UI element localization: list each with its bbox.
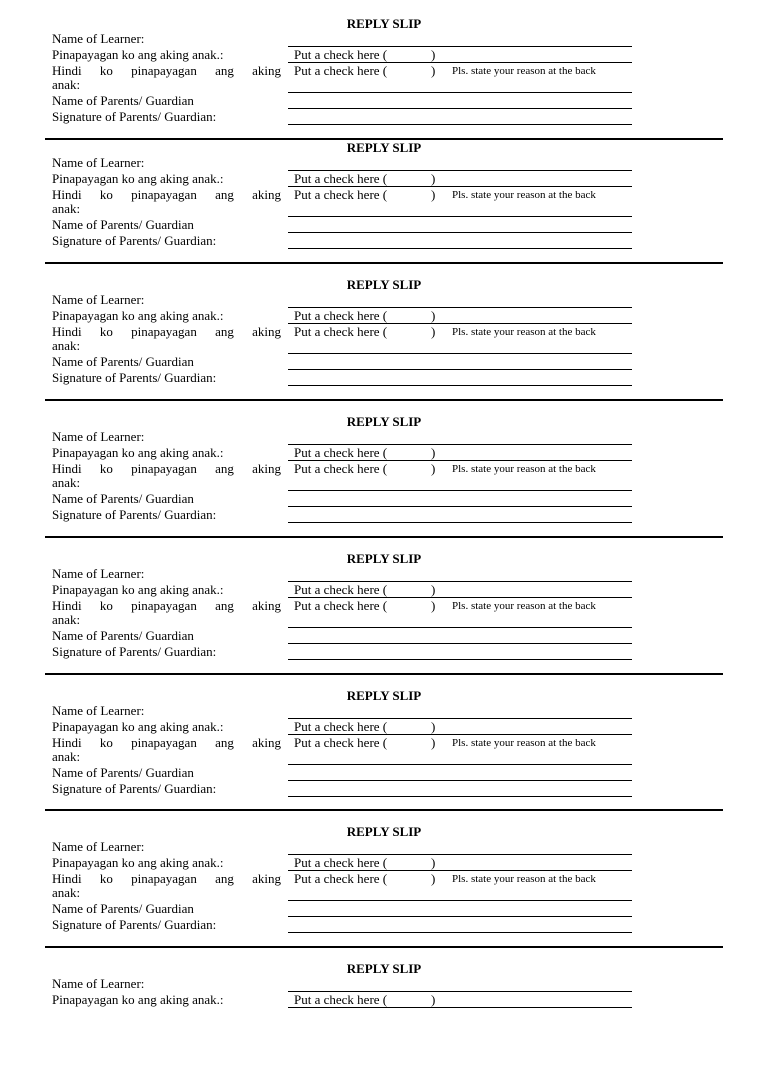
permit-check-close: ) <box>431 992 436 1007</box>
slip-title: REPLY SLIP <box>346 551 422 566</box>
deny-reason-line[interactable] <box>288 216 632 217</box>
slip-separator <box>45 262 723 264</box>
deny-label-continued: anak: <box>52 612 81 627</box>
slip-separator <box>45 399 723 401</box>
permit-label: Pinapayagan ko ang aking anak.: <box>52 719 224 734</box>
deny-check-close: ) <box>431 461 436 476</box>
permit-check-text: Put a check here ( <box>294 171 388 186</box>
signature-line[interactable] <box>288 248 632 249</box>
reason-note: Pls. state your reason at the back <box>452 600 596 612</box>
permit-label: Pinapayagan ko ang aking anak.: <box>52 855 224 870</box>
deny-reason-line[interactable] <box>288 764 632 765</box>
reason-note: Pls. state your reason at the back <box>452 65 596 77</box>
slip-title: REPLY SLIP <box>346 414 422 429</box>
slip-title: REPLY SLIP <box>346 277 422 292</box>
deny-label-continued: anak: <box>52 77 81 92</box>
name-of-parents-label: Name of Parents/ Guardian <box>52 217 194 232</box>
slip-title: REPLY SLIP <box>346 961 422 976</box>
permit-check-close: ) <box>431 855 436 870</box>
name-of-parents-line[interactable] <box>288 916 632 917</box>
reply-slip <box>0 261 768 397</box>
slip-separator <box>45 536 723 538</box>
deny-reason-line[interactable] <box>288 627 632 628</box>
deny-check-close: ) <box>431 324 436 339</box>
deny-label: Hindi ko pinapayagan ang aking <box>52 63 281 78</box>
name-of-learner-label: Name of Learner: <box>52 292 145 307</box>
deny-label: Hindi ko pinapayagan ang aking <box>52 324 281 339</box>
signature-line[interactable] <box>288 522 632 523</box>
signature-label: Signature of Parents/ Guardian: <box>52 109 217 124</box>
permit-check-text: Put a check here ( <box>294 445 388 460</box>
deny-label: Hindi ko pinapayagan ang aking <box>52 735 281 750</box>
reason-note: Pls. state your reason at the back <box>452 189 596 201</box>
deny-label-continued: anak: <box>52 475 81 490</box>
name-of-learner-label: Name of Learner: <box>52 976 145 991</box>
deny-check-close: ) <box>431 187 436 202</box>
permit-label: Pinapayagan ko ang aking anak.: <box>52 47 224 62</box>
name-of-parents-label: Name of Parents/ Guardian <box>52 628 194 643</box>
deny-check-text: Put a check here ( <box>294 871 388 886</box>
deny-reason-line[interactable] <box>288 92 632 93</box>
slip-separator <box>45 138 723 140</box>
reply-slip <box>0 808 768 944</box>
signature-line[interactable] <box>288 385 632 386</box>
deny-check-text: Put a check here ( <box>294 187 388 202</box>
reply-slip <box>0 0 768 136</box>
deny-label-continued: anak: <box>52 749 81 764</box>
deny-label: Hindi ko pinapayagan ang aking <box>52 871 281 886</box>
name-of-parents-line[interactable] <box>288 369 632 370</box>
name-of-parents-line[interactable] <box>288 643 632 644</box>
permit-check-close: ) <box>431 171 436 186</box>
name-of-parents-label: Name of Parents/ Guardian <box>52 765 194 780</box>
signature-label: Signature of Parents/ Guardian: <box>52 233 217 248</box>
deny-check-text: Put a check here ( <box>294 63 388 78</box>
deny-label-continued: anak: <box>52 201 81 216</box>
permit-check-text: Put a check here ( <box>294 992 388 1007</box>
deny-check-text: Put a check here ( <box>294 461 388 476</box>
reason-note: Pls. state your reason at the back <box>452 873 596 885</box>
reply-slip <box>0 535 768 671</box>
name-of-parents-label: Name of Parents/ Guardian <box>52 491 194 506</box>
signature-label: Signature of Parents/ Guardian: <box>52 917 217 932</box>
name-of-learner-label: Name of Learner: <box>52 31 145 46</box>
permit-check-text: Put a check here ( <box>294 855 388 870</box>
deny-reason-line[interactable] <box>288 900 632 901</box>
name-of-parents-label: Name of Parents/ Guardian <box>52 93 194 108</box>
permit-check-close: ) <box>431 308 436 323</box>
name-of-learner-label: Name of Learner: <box>52 429 145 444</box>
permit-check-text: Put a check here ( <box>294 47 388 62</box>
deny-label-continued: anak: <box>52 885 81 900</box>
slip-separator <box>45 673 723 675</box>
reply-slip <box>0 398 768 534</box>
name-of-parents-line[interactable] <box>288 780 632 781</box>
name-of-parents-line[interactable] <box>288 108 632 109</box>
deny-label: Hindi ko pinapayagan ang aking <box>52 598 281 613</box>
signature-label: Signature of Parents/ Guardian: <box>52 370 217 385</box>
deny-check-text: Put a check here ( <box>294 598 388 613</box>
deny-label: Hindi ko pinapayagan ang aking <box>52 187 281 202</box>
reply-slip <box>0 672 768 808</box>
name-of-parents-line[interactable] <box>288 506 632 507</box>
slip-separator <box>45 809 723 811</box>
permit-check-close: ) <box>431 582 436 597</box>
deny-reason-line[interactable] <box>288 353 632 354</box>
reply-slip <box>0 124 768 260</box>
signature-line[interactable] <box>288 796 632 797</box>
deny-label-continued: anak: <box>52 338 81 353</box>
name-of-parents-label: Name of Parents/ Guardian <box>52 901 194 916</box>
permit-label: Pinapayagan ko ang aking anak.: <box>52 992 224 1007</box>
deny-check-close: ) <box>431 735 436 750</box>
name-of-learner-label: Name of Learner: <box>52 703 145 718</box>
permit-label: Pinapayagan ko ang aking anak.: <box>52 445 224 460</box>
slip-title: REPLY SLIP <box>346 688 422 703</box>
reply-slip <box>0 945 768 1081</box>
permit-check-close: ) <box>431 719 436 734</box>
permit-check-text: Put a check here ( <box>294 582 388 597</box>
signature-label: Signature of Parents/ Guardian: <box>52 644 217 659</box>
signature-line[interactable] <box>288 659 632 660</box>
signature-label: Signature of Parents/ Guardian: <box>52 507 217 522</box>
deny-check-text: Put a check here ( <box>294 735 388 750</box>
name-of-parents-line[interactable] <box>288 232 632 233</box>
permit-check-text: Put a check here ( <box>294 308 388 323</box>
permit-label: Pinapayagan ko ang aking anak.: <box>52 582 224 597</box>
permit-label: Pinapayagan ko ang aking anak.: <box>52 171 224 186</box>
reason-note: Pls. state your reason at the back <box>452 326 596 338</box>
permit-check-close: ) <box>431 47 436 62</box>
signature-label: Signature of Parents/ Guardian: <box>52 781 217 796</box>
reason-note: Pls. state your reason at the back <box>452 463 596 475</box>
name-of-parents-label: Name of Parents/ Guardian <box>52 354 194 369</box>
deny-check-close: ) <box>431 598 436 613</box>
deny-reason-line[interactable] <box>288 490 632 491</box>
name-of-learner-label: Name of Learner: <box>52 566 145 581</box>
permit-label: Pinapayagan ko ang aking anak.: <box>52 308 224 323</box>
permit-check-close: ) <box>431 445 436 460</box>
deny-check-text: Put a check here ( <box>294 324 388 339</box>
deny-label: Hindi ko pinapayagan ang aking <box>52 461 281 476</box>
deny-check-close: ) <box>431 63 436 78</box>
slip-title: REPLY SLIP <box>346 824 422 839</box>
deny-check-close: ) <box>431 871 436 886</box>
permit-check-line[interactable] <box>288 1007 632 1008</box>
permit-check-text: Put a check here ( <box>294 719 388 734</box>
slip-title: REPLY SLIP <box>346 140 422 155</box>
reason-note: Pls. state your reason at the back <box>452 737 596 749</box>
name-of-learner-label: Name of Learner: <box>52 155 145 170</box>
name-of-learner-label: Name of Learner: <box>52 839 145 854</box>
slip-title: REPLY SLIP <box>346 16 422 31</box>
signature-line[interactable] <box>288 932 632 933</box>
